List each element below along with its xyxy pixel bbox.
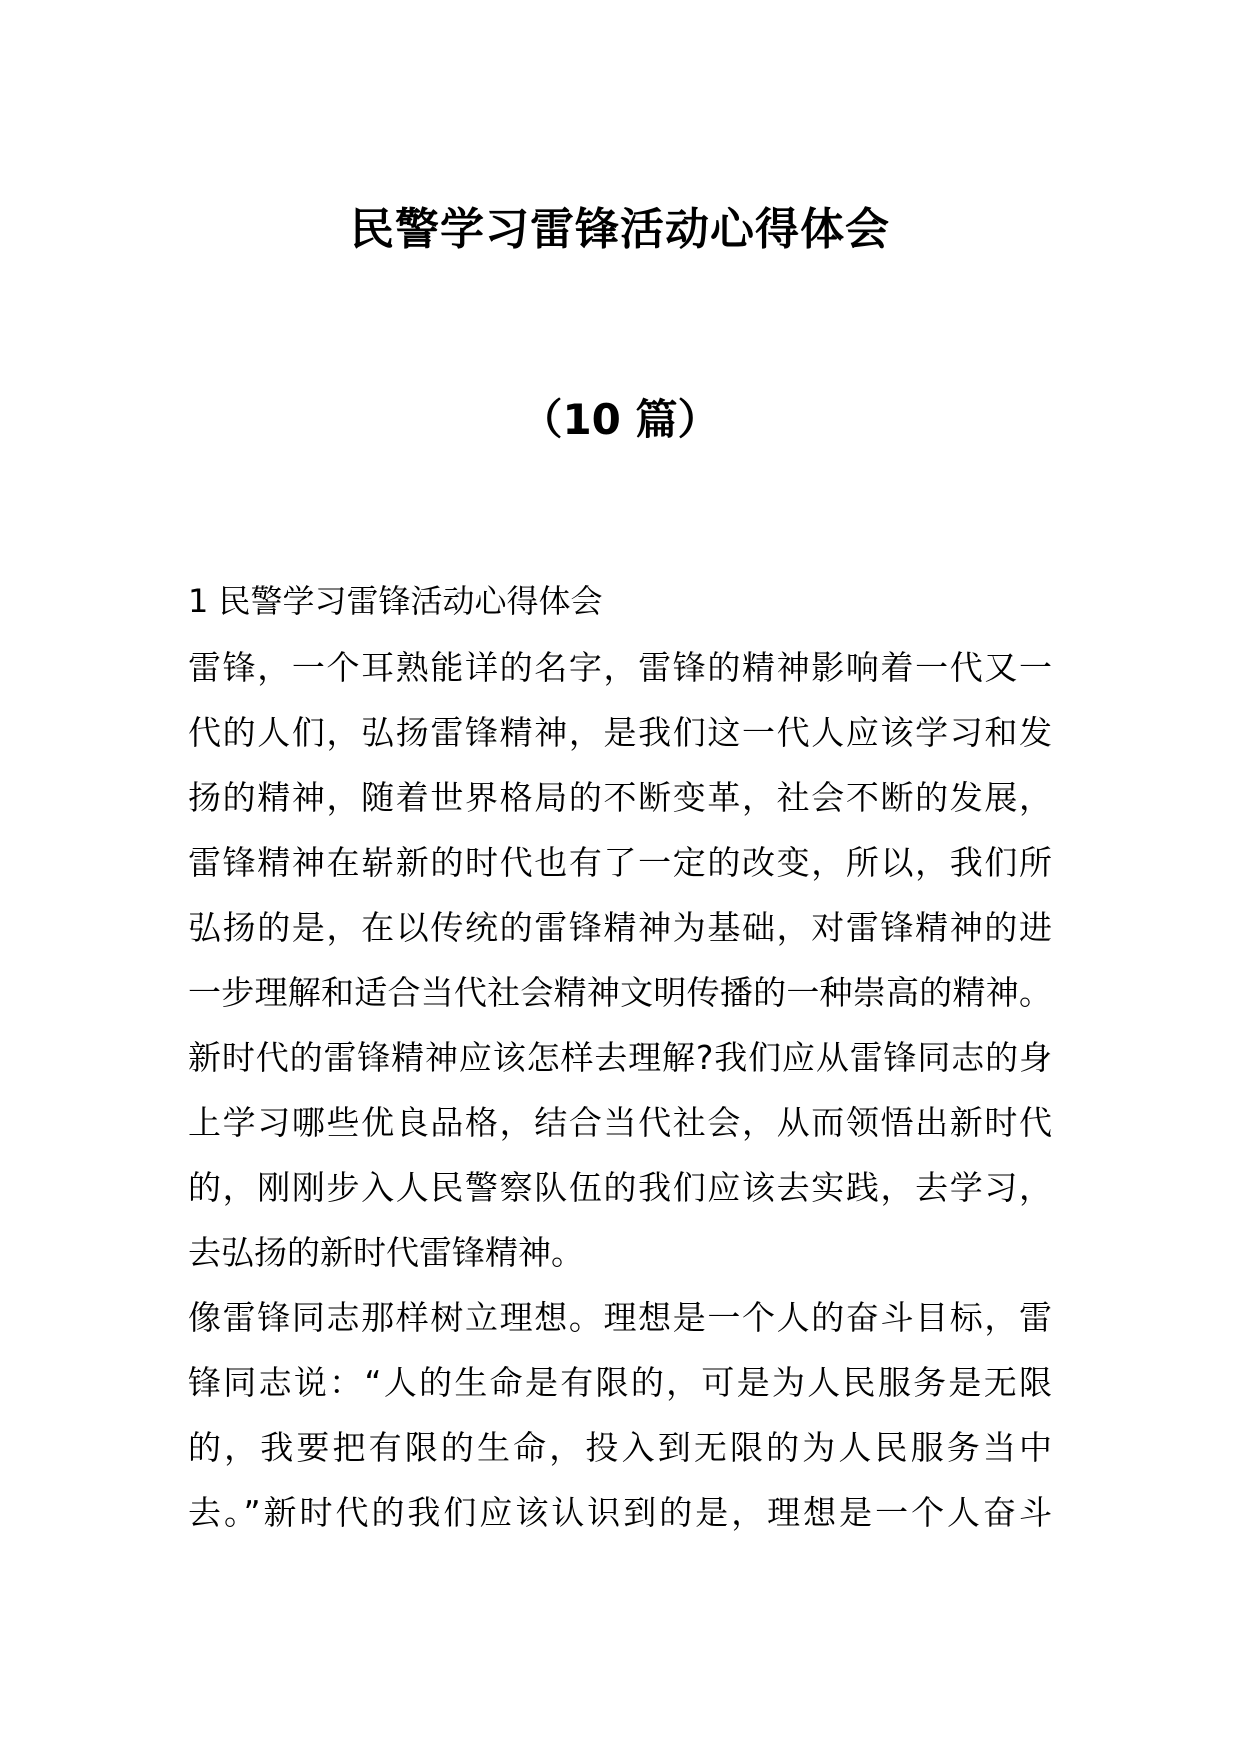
- body-text-line: 一步理解和适合当代社会精神文明传播的一种崇高的精神。: [188, 973, 1052, 1012]
- body-text-line: 雷锋，一个耳熟能详的名字，雷锋的精神影响着一代又一: [188, 648, 1052, 687]
- document-body: [188, 575, 1052, 1545]
- document-subtitle: （10 篇）: [520, 395, 720, 444]
- body-text-line: 上学习哪些优良品格，结合当代社会，从而领悟出新时代: [188, 1103, 1052, 1142]
- body-text-line: 像雷锋同志那样树立理想。理想是一个人的奋斗目标，雷: [188, 1298, 1052, 1337]
- section-heading: 1 民警学习雷锋活动心得体会: [188, 582, 603, 620]
- body-text-line: 去弘扬的新时代雷锋精神。: [188, 1233, 584, 1272]
- body-text-line: 锋同志说：“人的生命是有限的，可是为人民服务是无限: [188, 1363, 1052, 1402]
- body-text-line: 弘扬的是，在以传统的雷锋精神为基础，对雷锋精神的进: [188, 908, 1052, 947]
- body-text-line: 新时代的雷锋精神应该怎样去理解?我们应从雷锋同志的身: [188, 1038, 1052, 1077]
- paragraph-lines: [188, 635, 1052, 1545]
- body-text-line: 雷锋精神在崭新的时代也有了一定的改变，所以，我们所: [188, 843, 1052, 882]
- body-text-line: 扬的精神，随着世界格局的不断变革，社会不断的发展，: [188, 778, 1052, 817]
- body-text-line: 代的人们，弘扬雷锋精神，是我们这一代人应该学习和发: [188, 713, 1052, 752]
- body-text-line: 的，我要把有限的生命，投入到无限的为人民服务当中: [188, 1428, 1052, 1467]
- body-text-line: 去。”新时代的我们应该认识到的是，理想是一个人奋斗: [188, 1493, 1052, 1532]
- body-text-line: 的，刚刚步入人民警察队伍的我们应该去实践，去学习，: [188, 1168, 1052, 1207]
- document-title: 民警学习雷锋活动心得体会: [350, 204, 890, 255]
